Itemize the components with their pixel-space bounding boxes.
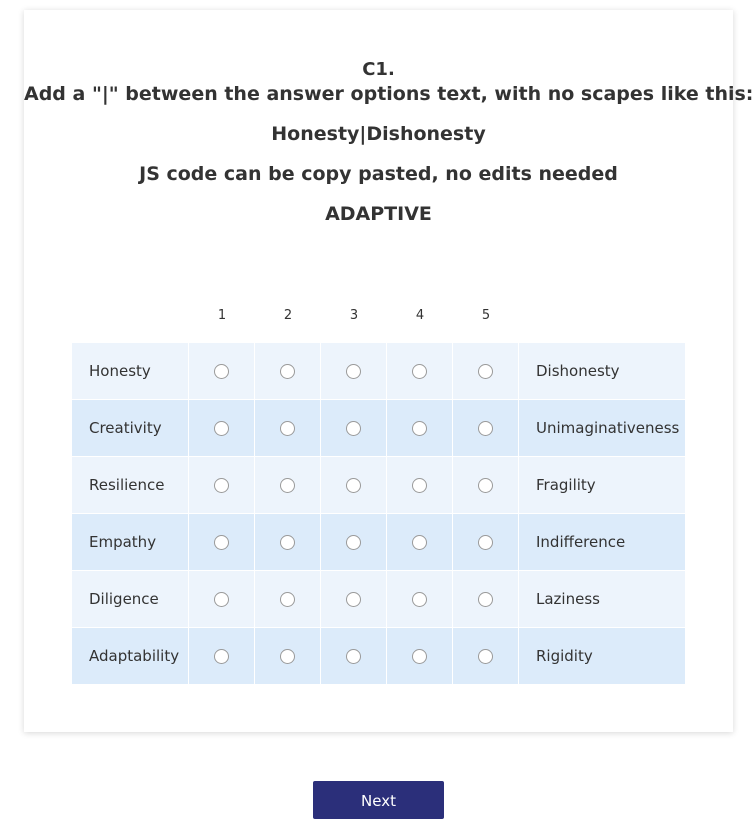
option-cell-5[interactable] xyxy=(453,628,519,684)
option-cell-5[interactable] xyxy=(453,457,519,513)
radio-button[interactable] xyxy=(214,592,229,607)
option-cell-1[interactable] xyxy=(189,514,255,570)
radio-button[interactable] xyxy=(214,535,229,550)
question-mode: ADAPTIVE xyxy=(325,203,432,225)
option-cell-2[interactable] xyxy=(255,400,321,456)
option-cell-4[interactable] xyxy=(387,628,453,684)
option-cell-1[interactable] xyxy=(189,571,255,627)
radio-button[interactable] xyxy=(346,478,361,493)
row-left-label: Adaptability xyxy=(72,628,189,684)
radio-button[interactable] xyxy=(412,535,427,550)
radio-button[interactable] xyxy=(412,478,427,493)
option-cell-5[interactable] xyxy=(453,514,519,570)
matrix-row xyxy=(72,514,685,570)
radio-button[interactable] xyxy=(280,649,295,664)
option-cell-2[interactable] xyxy=(255,514,321,570)
radio-button[interactable] xyxy=(412,649,427,664)
option-cell-3[interactable] xyxy=(321,514,387,570)
question-title: Add a "|" between the answer options text, with no scapes like this: xyxy=(24,83,754,105)
row-right-label: Dishonesty xyxy=(536,362,620,380)
row-right-label: Unimaginativeness xyxy=(536,419,680,437)
option-cell-3[interactable] xyxy=(321,343,387,399)
option-cell-3[interactable] xyxy=(321,571,387,627)
option-cell-4[interactable] xyxy=(387,571,453,627)
option-cell-3[interactable] xyxy=(321,628,387,684)
option-cell-1[interactable] xyxy=(189,628,255,684)
radio-button[interactable] xyxy=(478,364,493,379)
matrix-row xyxy=(72,457,685,513)
radio-button[interactable] xyxy=(214,649,229,664)
option-cell-4[interactable] xyxy=(387,457,453,513)
radio-button[interactable] xyxy=(346,535,361,550)
option-cell-5[interactable] xyxy=(453,571,519,627)
option-cell-3[interactable] xyxy=(321,457,387,513)
question-example: Honesty|Dishonesty xyxy=(271,123,486,145)
radio-button[interactable] xyxy=(478,478,493,493)
matrix-row xyxy=(72,571,685,627)
radio-button[interactable] xyxy=(346,649,361,664)
question-note: JS code can be copy pasted, no edits needed xyxy=(139,163,618,185)
radio-button[interactable] xyxy=(214,478,229,493)
radio-button[interactable] xyxy=(214,364,229,379)
radio-button[interactable] xyxy=(478,535,493,550)
row-right-label: Fragility xyxy=(536,476,596,494)
scale-label-3: 3 xyxy=(349,308,359,323)
option-cell-2[interactable] xyxy=(255,457,321,513)
radio-button[interactable] xyxy=(280,478,295,493)
option-cell-3[interactable] xyxy=(321,400,387,456)
option-cell-4[interactable] xyxy=(387,343,453,399)
option-cell-1[interactable] xyxy=(189,457,255,513)
row-left-label: Resilience xyxy=(72,457,189,513)
radio-button[interactable] xyxy=(478,649,493,664)
radio-button[interactable] xyxy=(412,364,427,379)
row-right-label: Laziness xyxy=(536,590,600,608)
row-right-label: Rigidity xyxy=(536,647,593,665)
radio-button[interactable] xyxy=(346,592,361,607)
next-button[interactable]: Next xyxy=(313,781,444,819)
scale-label-1: 1 xyxy=(217,308,227,323)
matrix-row xyxy=(72,400,685,456)
row-left-label: Creativity xyxy=(72,400,189,456)
option-cell-4[interactable] xyxy=(387,400,453,456)
radio-button[interactable] xyxy=(214,421,229,436)
row-left-label: Honesty xyxy=(72,343,189,399)
radio-button[interactable] xyxy=(412,592,427,607)
row-left-label: Empathy xyxy=(72,514,189,570)
option-cell-5[interactable] xyxy=(453,343,519,399)
option-cell-2[interactable] xyxy=(255,343,321,399)
matrix-row xyxy=(72,628,685,684)
scale-label-2: 2 xyxy=(283,308,293,323)
option-cell-5[interactable] xyxy=(453,400,519,456)
radio-button[interactable] xyxy=(412,421,427,436)
option-cell-1[interactable] xyxy=(189,343,255,399)
radio-button[interactable] xyxy=(478,421,493,436)
radio-button[interactable] xyxy=(280,535,295,550)
option-cell-2[interactable] xyxy=(255,571,321,627)
option-cell-2[interactable] xyxy=(255,628,321,684)
radio-button[interactable] xyxy=(346,421,361,436)
scale-label-4: 4 xyxy=(415,308,425,323)
row-left-label: Diligence xyxy=(72,571,189,627)
radio-button[interactable] xyxy=(280,421,295,436)
matrix-row xyxy=(72,343,685,399)
option-cell-4[interactable] xyxy=(387,514,453,570)
question-card xyxy=(24,10,754,732)
radio-button[interactable] xyxy=(280,364,295,379)
radio-button[interactable] xyxy=(478,592,493,607)
radio-button[interactable] xyxy=(346,364,361,379)
option-cell-1[interactable] xyxy=(189,400,255,456)
row-right-label: Indifference xyxy=(536,533,626,551)
scale-label-5: 5 xyxy=(481,308,491,323)
radio-button[interactable] xyxy=(280,592,295,607)
question-number: C1. xyxy=(362,59,395,80)
